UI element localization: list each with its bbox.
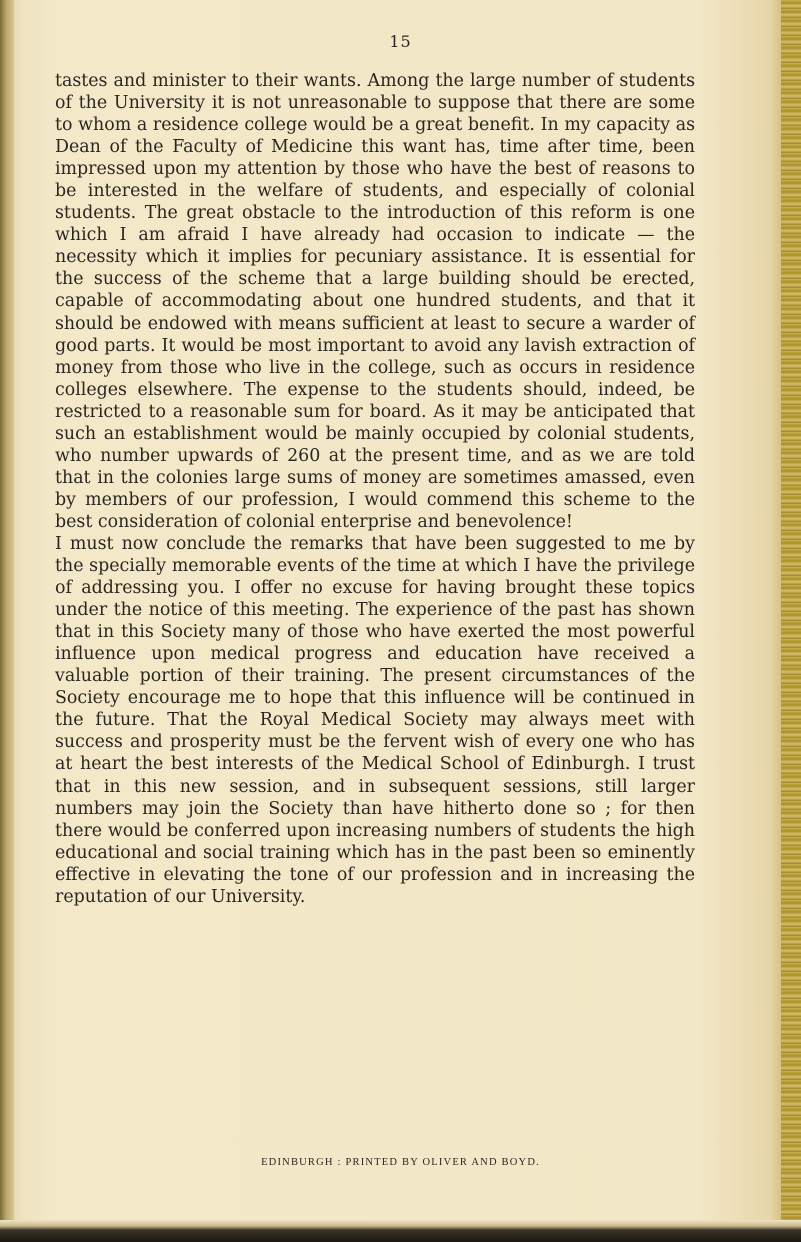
body-text <box>55 70 695 908</box>
printer-imprint: EDINBURGH : PRINTED BY OLIVER AND BOYD. <box>261 1157 540 1168</box>
paragraph-2: I must now conclude the remarks that have been suggested to me by the specially memorable events of the time at which I have the privilege of addressing you. I offer no excuse for having brought these topics under the notice of this meeting. The experience of the past has shown that in this Society many of those who have exerted the most powerful influence upon medical progress and education have received a valuable portion of their training. The present circumstances of the Society encourage me to hope that this influence will be continued in the future. That the Royal Medical Society may always meet with success and prosperity must be the fervent wish of every one who has at heart the best interests of the Medical School of Edinburgh. I trust that in this new session, and in subsequent sessions, still larger numbers may join the Society than have hitherto done so ; for then there would be conferred upon increasing numbers of students the high educational and social training which has in the past been so eminently effective in elevating the tone of our profession and in increasing the reputation of our University. <box>55 533 695 907</box>
page-gutter-edge <box>0 0 14 1242</box>
page-bottom-edge <box>0 1220 801 1242</box>
paragraph-1: tastes and minister to their wants. Among the large number of students of the University it is not unreasonable to suppose that there are some to whom a residence college would be a great benefit. In my capacity as Dean of the Faculty of Medicine this want has, time after time, been impressed upon my attention by those who have the best of reasons to be interested in the welfare of students, and especially of colonial students. The great obstacle to the introduction of this reform is one which I am afraid I have already had occasion to indicate — the necessity which it implies for pecuniary assistance. It is essential for the success of the scheme that a large building should be erected, capable of accommodating about one hundred students, and that it should be endowed with means sufficient at least to secure a warder of good parts. It would be most important to avoid any lavish extraction of money from those who live in the college, such as occurs in residence colleges elsewhere. The expense to the students should, indeed, be restricted to a reasonable sum for board. As it may be anticipated that such an establishment would be mainly occupied by colonial students, who number upwards of 260 at the present time, and as we are told that in the colonies large sums of money are sometimes amassed, even by members of our profession, I would commend this scheme to the best consideration of colonial enterprise and benevolence! <box>55 71 695 532</box>
page-number: 15 <box>389 32 412 51</box>
page-fore-edge <box>781 0 801 1242</box>
